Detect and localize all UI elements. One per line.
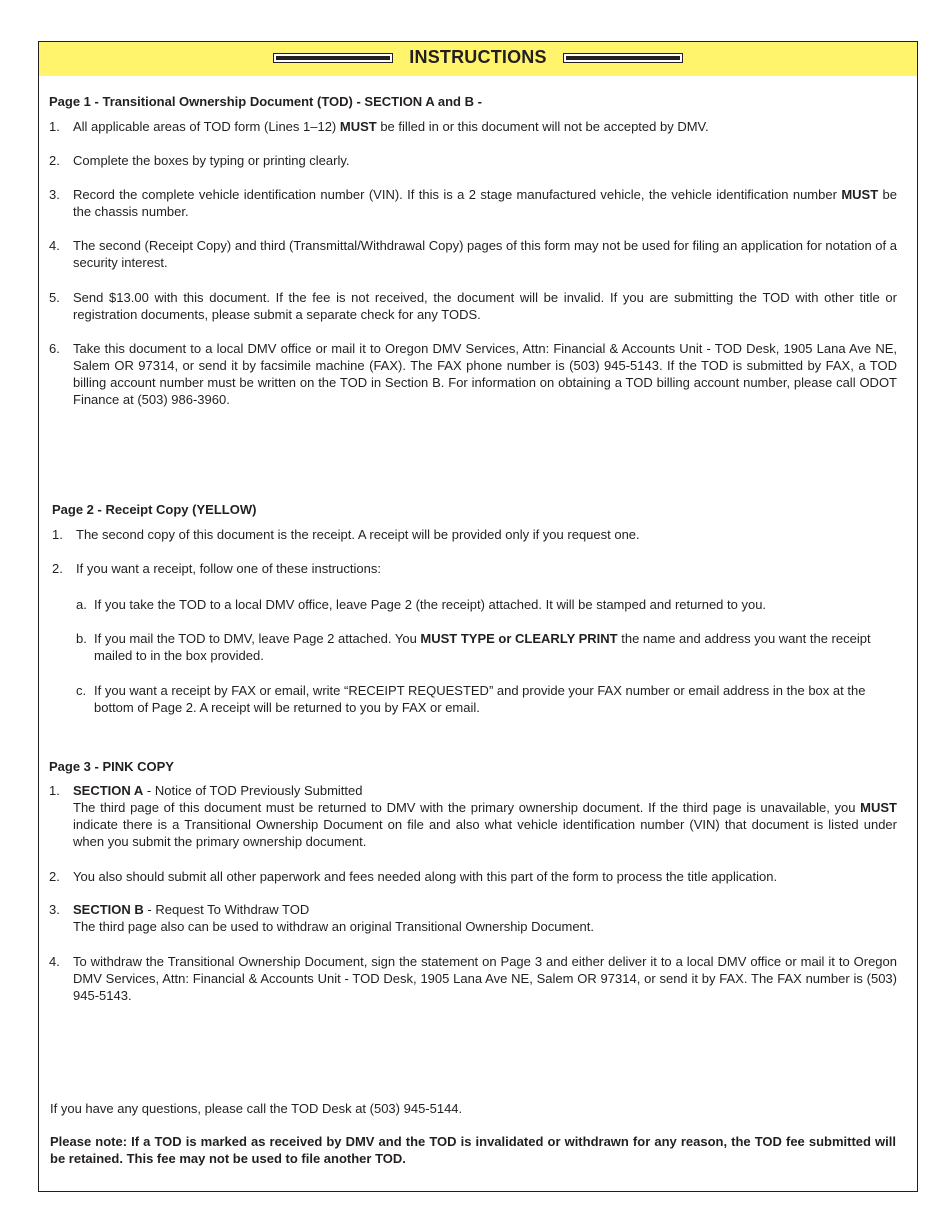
page2-item-1: The second copy of this document is the receipt. A receipt will be provided only if you request one. xyxy=(76,527,640,542)
page2-subitem-c-num: c. xyxy=(76,683,87,698)
page2-subitem-b-num: b. xyxy=(76,631,87,646)
page3-item-1-num: 1. xyxy=(49,783,60,798)
banner-title: INSTRUCTIONS xyxy=(409,47,547,67)
page2-heading: Page 2 - Receipt Copy (YELLOW) xyxy=(52,502,257,517)
page3-item-2-num: 2. xyxy=(49,869,60,884)
page2-subitem-a-num: a. xyxy=(76,597,87,612)
banner-bar-right xyxy=(563,53,683,63)
page1-item-2-num: 2. xyxy=(49,153,60,168)
page2-item-2-num: 2. xyxy=(52,561,63,576)
page1-item-4-num: 4. xyxy=(49,238,60,253)
page1-heading: Page 1 - Transitional Ownership Document (TOD) - SECTION A and B - xyxy=(49,94,482,109)
instructions-banner xyxy=(39,42,917,76)
page1-item-1: All applicable areas of TOD form (Lines 1–12) MUST be filled in or this document will not be accepted by DMV. xyxy=(73,119,709,134)
page1-item-5-num: 5. xyxy=(49,290,60,305)
page3-item-1: SECTION A - Notice of TOD Previously Submitted The third page of this document must be returned to DMV with the primary ownership document. If the third page is unavailable, you MUST indicate there is a Transitional Ownership Document on file and also what vehicle identification number (VIN) that document is listed under when you submit the primary ownership document. xyxy=(73,783,897,849)
page1-item-5: Send $13.00 with this document. If the fee is not received, the document will be invalid. If you are submitting the TOD with other title or registration documents, please submit a separate check for any TODS. xyxy=(73,290,897,322)
page3-item-4-num: 4. xyxy=(49,954,60,969)
page1-item-6-num: 6. xyxy=(49,341,60,356)
page3-item-4: To withdraw the Transitional Ownership Document, sign the statement on Page 3 and either deliver it to a local DMV office or mail it to Oregon DMV Services, Attn: Financial & Accounts Unit - TOD Desk, 1905 Lana Ave NE, Salem OR 97314, or send it by FAX. The FAX number is (503) 945-5143. xyxy=(73,954,897,1003)
page2-subitem-b: If you mail the TOD to DMV, leave Page 2 attached. You MUST TYPE or CLEARLY PRINT the name and address you want the receipt mailed to in the box provided. xyxy=(94,631,871,663)
please-note-text: Please note: If a TOD is marked as received by DMV and the TOD is invalidated or withdrawn for any reason, the TOD fee submitted will be retained. This fee may not be used to file another TOD. xyxy=(50,1134,896,1166)
page2-subitem-a: If you take the TOD to a local DMV office, leave Page 2 (the receipt) attached. It will be stamped and returned to you. xyxy=(94,597,767,612)
questions-text: If you have any questions, please call the TOD Desk at (503) 945-5144. xyxy=(50,1101,463,1116)
page1-item-2: Complete the boxes by typing or printing clearly. xyxy=(73,153,350,168)
page2-item-1-num: 1. xyxy=(52,527,63,542)
page2-item-2: If you want a receipt, follow one of these instructions: xyxy=(76,561,381,576)
page3-item-3-num: 3. xyxy=(49,902,60,917)
page3-heading: Page 3 - PINK COPY xyxy=(49,759,174,774)
page1-item-3: Record the complete vehicle identification number (VIN). If this is a 2 stage manufactured vehicle, the vehicle identification number MUST be the chassis number. xyxy=(73,187,897,219)
page1-item-3-num: 3. xyxy=(49,187,60,202)
page1-item-6: Take this document to a local DMV office or mail it to Oregon DMV Services, Attn: Financial & Accounts Unit - TOD Desk, 1905 Lana Ave NE, Salem OR 97314, or send it by facsimile machine (FAX). The FAX phone number is (503) 945-5143. If the TOD is submitted by FAX, a TOD billing account number must be written on the TOD in Section B. For information on obtaining a TOD billing account number, please call ODOT Finance at (503) 986-3960. xyxy=(73,341,897,407)
page3-item-2: You also should submit all other paperwork and fees needed along with this part of the form to process the title application. xyxy=(73,869,778,884)
page1-item-4: The second (Receipt Copy) and third (Transmittal/Withdrawal Copy) pages of this form may not be used for filing an application for notation of a security interest. xyxy=(73,238,897,270)
page3-item-3: SECTION B - Request To Withdraw TOD The third page also can be used to withdraw an original Transitional Ownership Document. xyxy=(73,902,595,934)
page1-item-1-num: 1. xyxy=(49,119,60,134)
page2-subitem-c: If you want a receipt by FAX or email, write “RECEIPT REQUESTED” and provide your FAX number or email address in the box at the bottom of Page 2. A receipt will be returned to you by FAX or email. xyxy=(94,683,866,715)
